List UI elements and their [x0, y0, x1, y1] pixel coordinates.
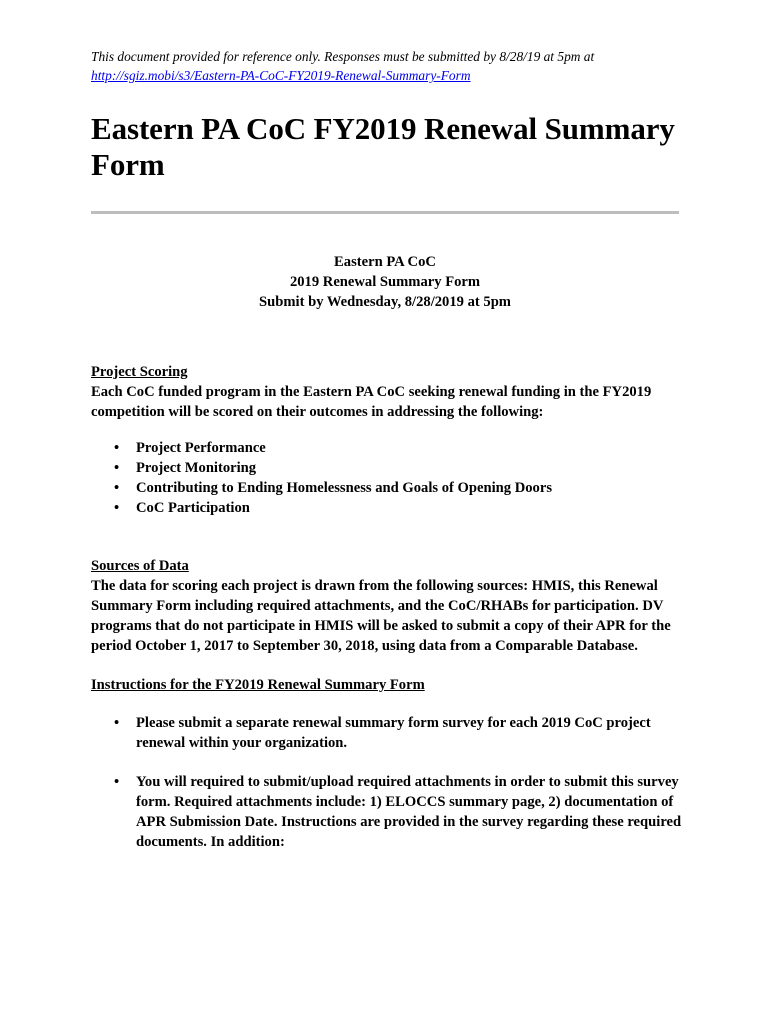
sources-heading: Sources of Data [91, 558, 189, 574]
list-item [114, 772, 691, 852]
list-item-text: You will required to submit/upload required attachments in order to submit this survey form. Required attachments include: 1) ELOCCS summary page, 2) documentation of APR Submission Date. Instructions are provided in the survey regarding these required documents. In addition: [136, 774, 682, 850]
document-page [91, 40, 691, 871]
form-header-line-2: 2019 Renewal Summary Form [289, 274, 481, 290]
bullet-icon: • [114, 715, 120, 731]
instructions-list [91, 713, 691, 852]
bullet-icon: • [114, 774, 120, 790]
reference-note [91, 47, 691, 85]
survey-link[interactable]: http://sgiz.mobi/s3/Eastern-PA-CoC-FY2019-Renewal-Summary-Form [91, 68, 471, 83]
scoring-list [91, 438, 691, 518]
sources-body: The data for scoring each project is drawn from the following sources: HMIS, this Renewal Summary Form including required attachments, and the CoC/RHABs for participation. DV programs that do not participate in HMIS will be asked to submit a copy of their APR for the period October 1, 2017 to September 30, 2018, using data from a Comparable Database. [91, 578, 671, 654]
form-header-line-3: Submit by Wednesday, 8/28/2019 at 5pm [259, 294, 511, 310]
list-item-text: CoC Participation [136, 500, 250, 516]
bullet-icon: • [114, 480, 120, 496]
list-item [114, 438, 691, 458]
instructions-heading: Instructions for the FY2019 Renewal Summary Form [91, 677, 425, 693]
reference-note-text: This document provided for reference only. Responses must be submitted by 8/28/19 at 5pm at [91, 49, 595, 64]
bullet-icon: • [114, 460, 120, 476]
list-item-text: Contributing to Ending Homelessness and Goals of Opening Doors [136, 480, 552, 496]
list-item-text: Project Monitoring [136, 460, 257, 476]
list-item [114, 498, 691, 518]
list-item [114, 458, 691, 478]
list-item [114, 478, 691, 498]
bullet-icon: • [114, 500, 120, 516]
list-item-text: Please submit a separate renewal summary form survey for each 2019 CoC project renewal within your organization. [136, 715, 651, 751]
project-scoring-body: Each CoC funded program in the Eastern PA CoC seeking renewal funding in the FY2019 competition will be scored on their outcomes in addressing the following: [91, 384, 652, 420]
sources-section [91, 556, 691, 656]
title-divider [91, 211, 679, 214]
list-item-text: Project Performance [136, 440, 266, 456]
project-scoring-section [91, 362, 691, 518]
bullet-icon: • [114, 440, 120, 456]
list-item [114, 713, 691, 753]
form-header-line-1: Eastern PA CoC [334, 254, 436, 270]
page-title: Eastern PA CoC FY2019 Renewal Summary Form [91, 111, 675, 182]
project-scoring-heading: Project Scoring [91, 364, 188, 380]
form-header-block [91, 252, 679, 312]
instructions-section [91, 675, 691, 852]
